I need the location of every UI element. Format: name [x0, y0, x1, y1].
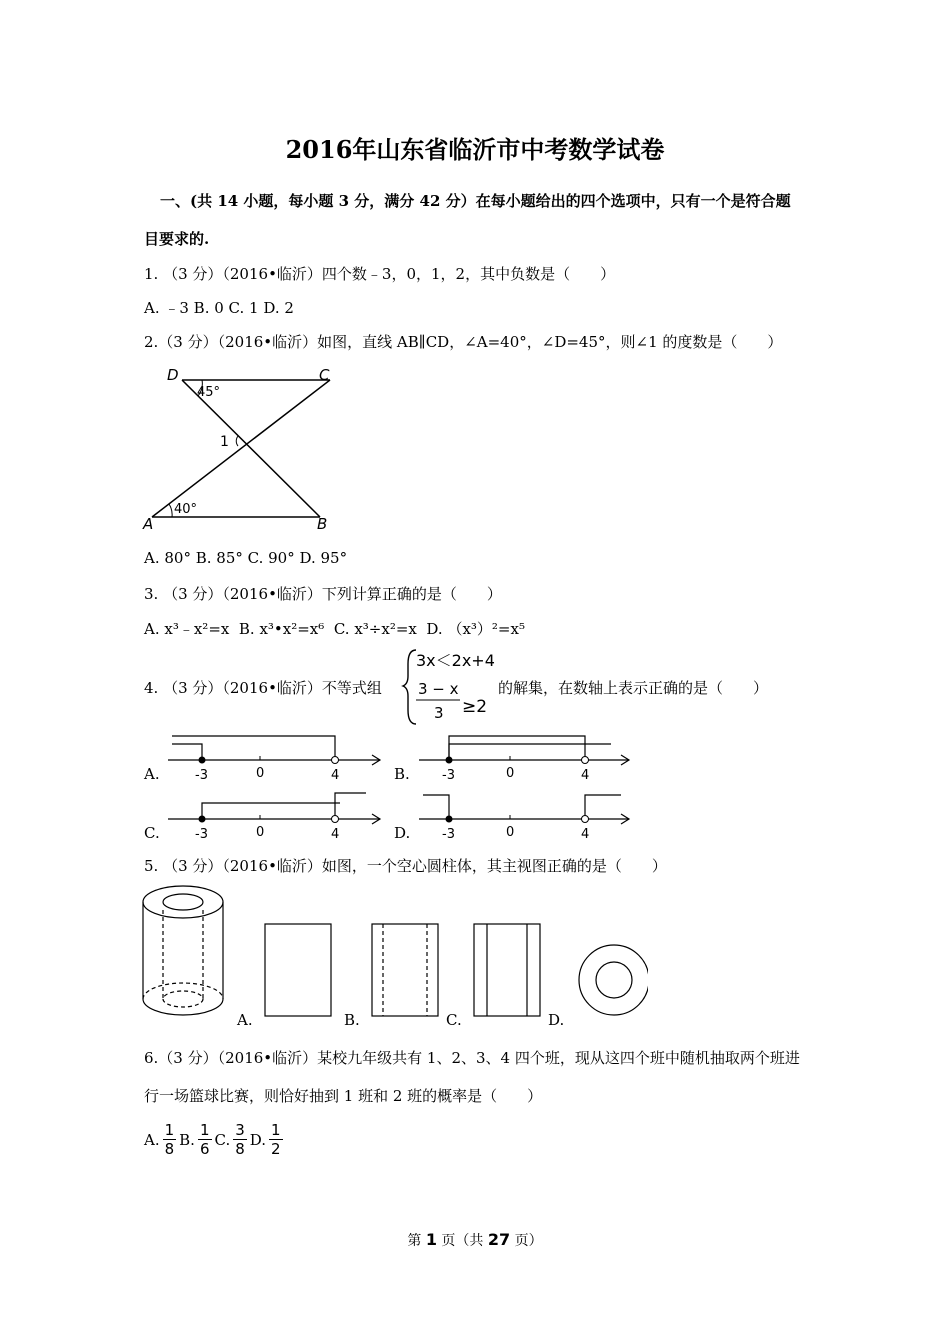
q3-options	[144, 618, 525, 639]
q4-ineq1: 3x＜2x+4	[416, 651, 495, 670]
label-a: A	[143, 515, 154, 533]
q6-option-d-label: D.	[249, 1130, 267, 1149]
q4-ineq2-num: 3 − x	[418, 680, 459, 698]
q2-figure	[140, 362, 340, 537]
q6-option-c-label: C.	[214, 1130, 231, 1149]
q6-option-c-frac: $\frac{3}{8}$	[235, 1121, 245, 1158]
q5-label-d: D.	[548, 1011, 565, 1029]
q5-label-c: C.	[446, 1011, 462, 1029]
q3-option-a: A. x³﹣x²=x	[144, 620, 230, 638]
q5-label-b: B.	[344, 1011, 360, 1029]
svg-text:0: 0	[506, 766, 515, 781]
q1-stem: 1. （3 分）（2016•临沂）四个数﹣3，0，1，2，其中负数是（ ）	[144, 265, 616, 283]
svg-text:0: 0	[506, 825, 515, 840]
q6-stem-line1: 6.（3 分）（2016•临沂）某校九年级共有 1、2、3、4 四个班，现从这四个班中随机抽取两个班进	[144, 1049, 800, 1067]
q4-label-d: D.	[394, 824, 411, 842]
label-b: B	[317, 515, 328, 533]
view-b	[372, 924, 438, 1016]
arc-1	[236, 436, 238, 446]
label-40: 40°	[174, 502, 198, 517]
q4-system-brace	[400, 646, 500, 728]
q6-option-a-label: A.	[144, 1130, 160, 1149]
q6-option-b-frac: $\frac{1}{6}$	[199, 1121, 210, 1158]
q4-numberline-b	[415, 728, 635, 784]
section-header: 一、(共 14 小题，每小题 3 分，满分 42 分）在每小题给出的四个选项中，只有一个是符合题	[160, 192, 791, 210]
arc-a	[169, 504, 172, 517]
q4-ineq2-den: 3	[434, 704, 444, 722]
q4-ineq2-rel: ≥2	[462, 697, 488, 717]
q5-figures	[138, 882, 648, 1030]
page-footer: 第 1 页（共 27 页）	[407, 1230, 543, 1249]
q2-stem: 2.（3 分）（2016•临沂）如图，直线 AB∥CD，∠A=40°，∠D=45°，则∠1 的度数是（ ）	[144, 333, 783, 351]
q4-numberline-c	[168, 786, 388, 842]
q6-option-d-frac: $\frac{1}{2}$	[271, 1121, 281, 1158]
q5-label-a: A.	[237, 1011, 253, 1029]
q6-option-b-label: B.	[179, 1130, 195, 1149]
svg-text:-3: -3	[442, 768, 455, 783]
svg-text:-3: -3	[442, 827, 455, 842]
page-number: 1	[425, 1230, 437, 1249]
q4-label-b: B.	[394, 765, 410, 783]
line-ac	[152, 380, 330, 517]
q4-stem-after: 的解集，在数轴上表示正确的是（ ）	[498, 679, 769, 697]
page-total: 27	[487, 1230, 511, 1249]
svg-text:4: 4	[331, 768, 340, 783]
view-d	[579, 945, 648, 1015]
svg-text:0: 0	[256, 766, 265, 781]
label-c: C	[319, 366, 330, 384]
q1-options: A. ﹣3 B. 0 C. 1 D. 2	[144, 299, 294, 317]
page-title: 2016年山东省临沂市中考数学试卷	[285, 135, 665, 164]
line-db	[182, 380, 320, 517]
svg-text:0: 0	[256, 825, 265, 840]
section-header-cont: 目要求的.	[144, 230, 210, 248]
view-a	[265, 924, 331, 1016]
svg-text:-3: -3	[195, 768, 208, 783]
q3-option-d: D. （x³）²=x⁵	[426, 620, 525, 638]
q6-stem-line2: 行一场篮球比赛，则恰好抽到 1 班和 2 班的概率是（ ）	[144, 1087, 543, 1105]
label-angle1: 1	[220, 434, 229, 450]
q5-stem: 5. （3 分）（2016•临沂）如图，一个空心圆柱体，其主视图正确的是（ ）	[144, 857, 667, 875]
svg-text:4: 4	[331, 827, 340, 842]
q2-options: A. 80° B. 85° C. 90° D. 95°	[144, 549, 348, 567]
svg-text:4: 4	[581, 768, 590, 783]
q4-numberline-a	[168, 728, 388, 784]
svg-text:-3: -3	[195, 827, 208, 842]
label-d: D	[167, 366, 179, 384]
q3-option-c: C. x³÷x²=x	[333, 620, 417, 638]
q4-label-a: A.	[144, 765, 160, 783]
view-c	[474, 924, 540, 1016]
q3-stem: 3. （3 分）（2016•临沂）下列计算正确的是（ ）	[144, 585, 502, 603]
label-45: 45°	[197, 385, 221, 400]
q6-options	[144, 1121, 286, 1158]
q4-numberline-d	[415, 786, 635, 842]
q4-label-c: C.	[144, 824, 160, 842]
q3-option-b: B. x³•x²=x⁶	[238, 620, 325, 638]
q6-option-a-frac: $\frac{1}{8}$	[164, 1121, 175, 1158]
svg-text:4: 4	[581, 827, 590, 842]
hollow-cylinder	[143, 886, 223, 1015]
q4-stem-before: 4. （3 分）（2016•临沂）不等式组	[144, 679, 382, 697]
